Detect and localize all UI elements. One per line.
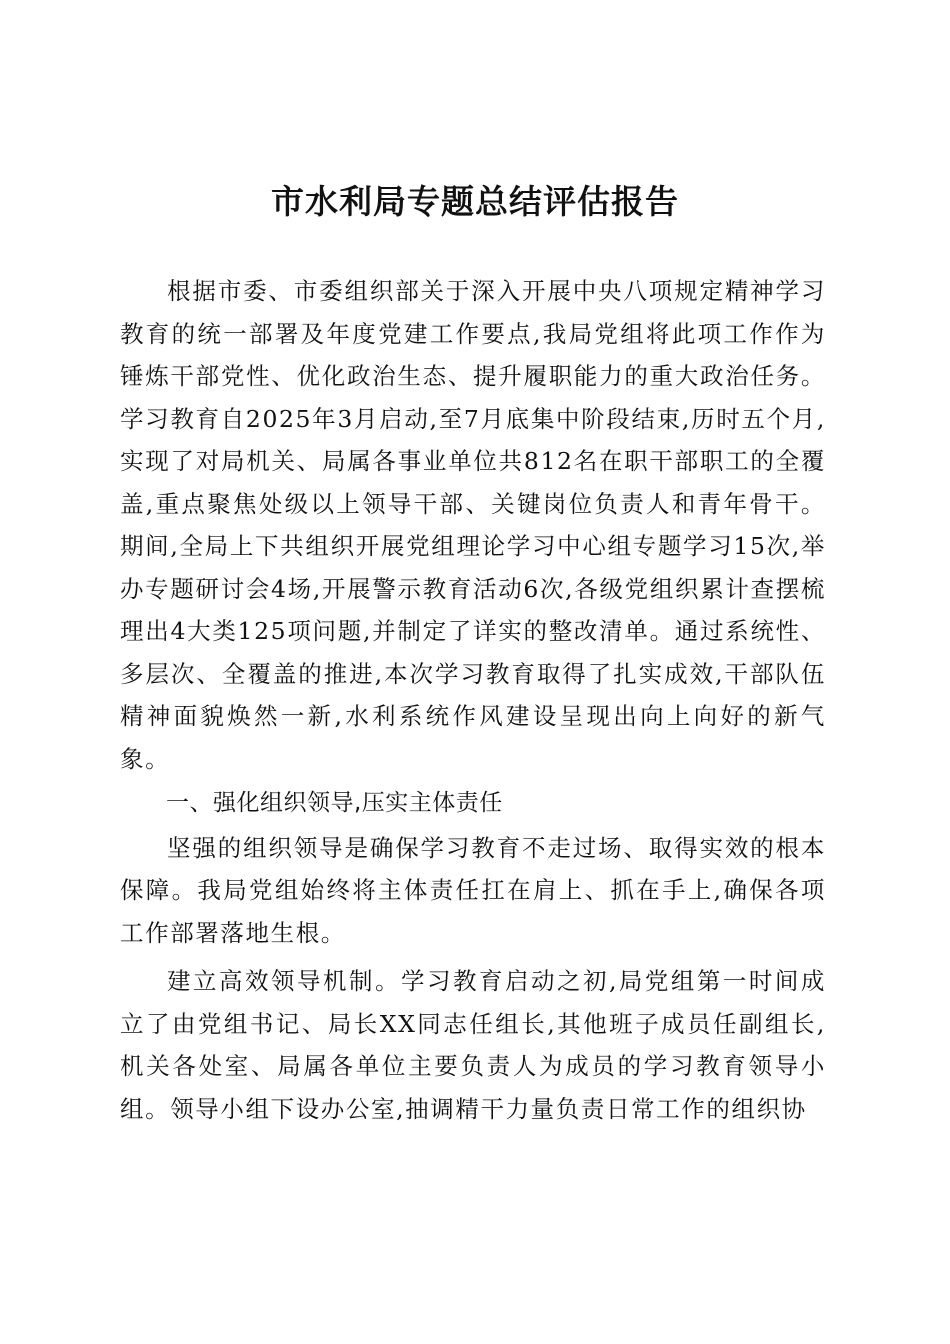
document-body — [120, 270, 826, 1130]
section-1-paragraph-1: 坚强的组织领导是确保学习教育不走过场、取得实效的根本保障。我局党组始终将主体责任扛在肩上、抓在手上,确保各项工作部署落地生根。 — [120, 833, 826, 947]
intro-paragraph: 根据市委、市委组织部关于深入开展中央八项规定精神学习教育的统一部署及年度党建工作要点,我局党组将此项工作作为锤炼干部党性、优化政治生态、提升履职能力的重大政治任务。学习教育自2025年3月启动,至7月底集中阶段结束,历时五个月,实现了对局机关、局属各事业单位共812名在职干部职工的全覆盖,重点聚焦处级以上领导干部、关键岗位负责人和青年骨干。期间,全局上下共组织开展党组理论学习中心组专题学习15次,举办专题研讨会4场,开展警示教育活动6次,各级党组织累计查摆梳理出4大类125项问题,并制定了详实的整改清单。通过系统性、多层次、全覆盖的推进,本次学习教育取得了扎实成效,干部队伍精神面貌焕然一新,水利系统作风建设呈现出向上向好的新气象。 — [120, 277, 826, 773]
section-1-paragraph-2: 建立高效领导机制。学习教育启动之初,局党组第一时间成立了由党组书记、局长XX同志任组长,其他班子成员任副组长,机关各处室、局属各单位主要负责人为成员的学习教育领导小组。领导小组下设办公室,抽调精干力量负责日常工作的组织协 — [120, 967, 826, 1123]
section-heading-1: 一、强化组织领导,压实主体责任 — [166, 790, 503, 816]
document-title: 市水利局专题总结评估报告 — [271, 182, 679, 221]
